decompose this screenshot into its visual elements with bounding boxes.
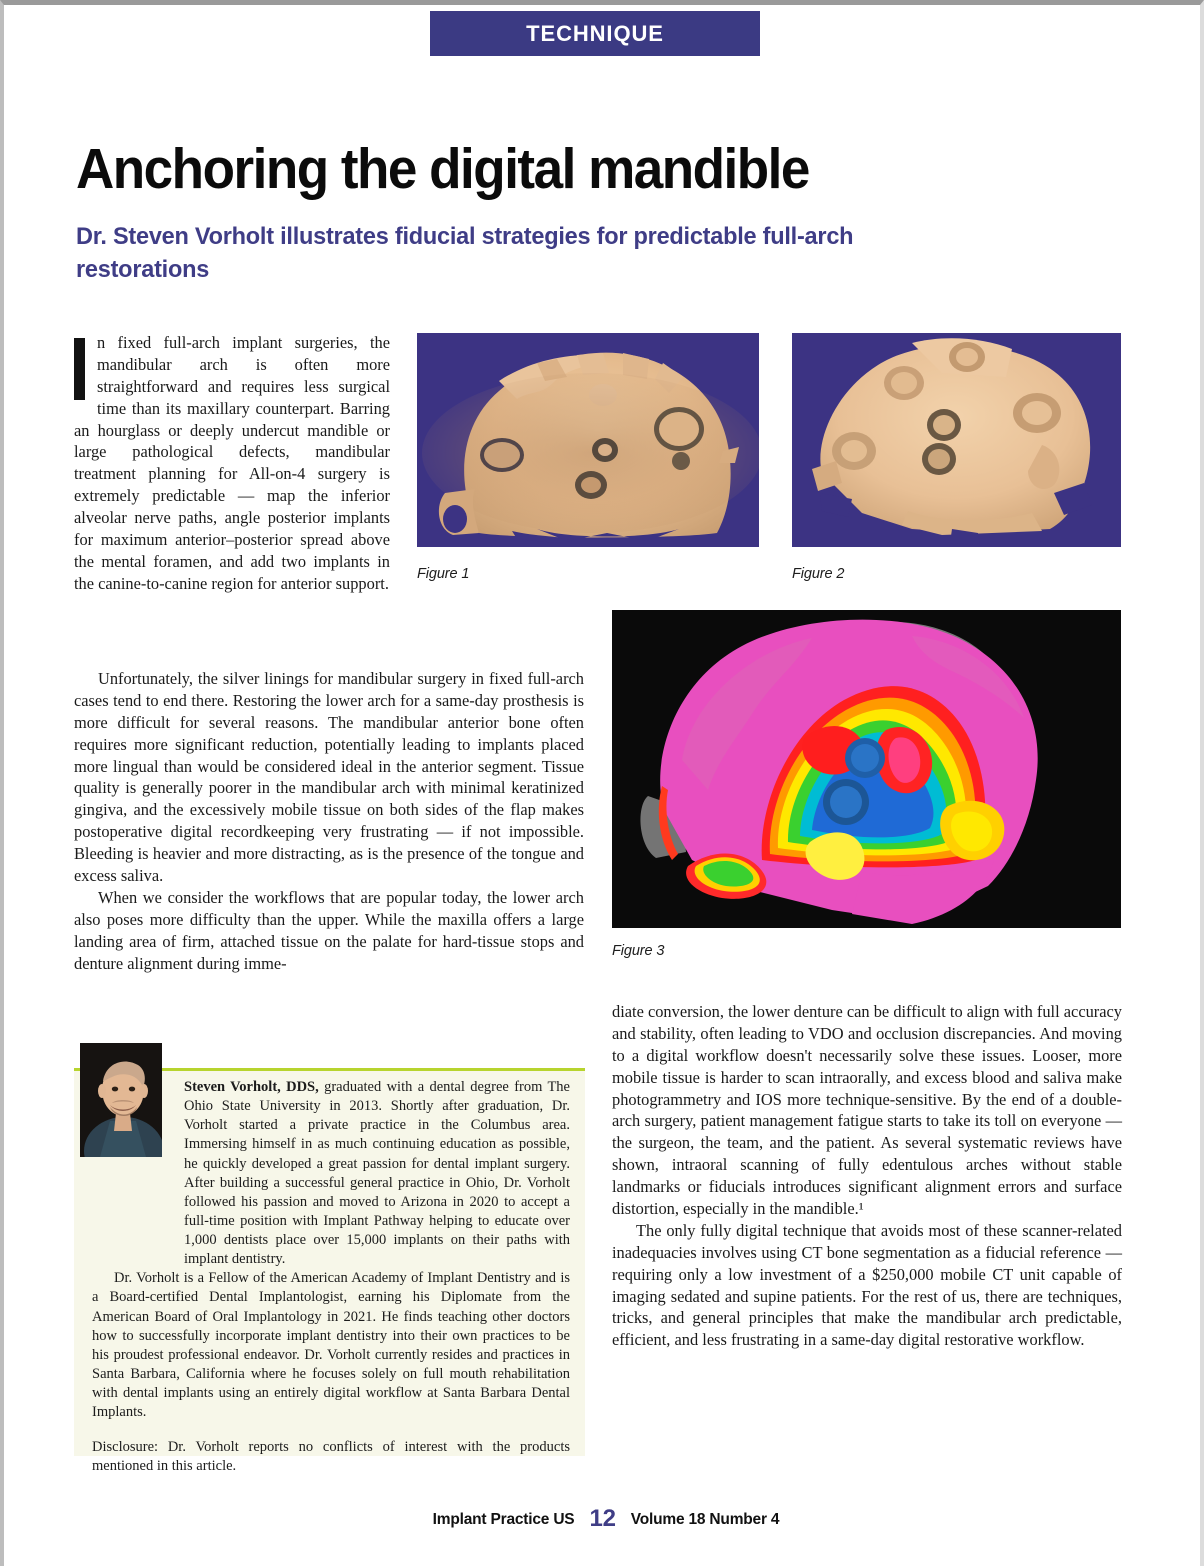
figure-2-image (792, 333, 1121, 547)
page-title: Anchoring the digital mandible (76, 137, 809, 202)
paragraph-three: When we consider the workflows that are popular today, the lower arch also poses more difficulty than the upper. While the maxilla offers a large landing area of firm, attached tissue on the palate for hard-tissue stops and denture alignment during imme- (74, 887, 584, 973)
figure-3-image (612, 610, 1121, 928)
drop-cap-rule (74, 338, 85, 400)
paragraph-one: n fixed full-arch implant surgeries, the mandibular arch is often more straightforward and requires less surgical time than its maxillary counterpart. Barring an hourglass or deeply undercut mandible or large pathological defects, mandibular treatment planning for All-on-4 surgery is extremely predictable — map the inferior alveolar nerve paths, angle posterior implants for maximum anterior–posterior spread above the mental foramen, and add two implants in the canine-to-canine region for anterior support. (74, 333, 390, 593)
figure-1-image (417, 333, 759, 547)
footer-page-number: 12 (589, 1505, 616, 1532)
bio-paragraph-one (92, 1078, 570, 1269)
footer-publication: Implant Practice US (432, 1511, 575, 1528)
paragraph-four: diate conversion, the lower denture can be difficult to align with full accuracy and stability, often leading to VDO and occlusion discrepancies. And moving to a digital workflow doesn't necessarily solve these issues. Looser, more mobile tissue is harder to scan intraorally, and excess blood and saliva make photogrammetry and IOS more technique-sensitive. By the end of a double-arch surgery, patient management fatigue starts to take its toll on everyone — the surgeon, the team, and the patient. As several systematic reviews have shown, intraoral scanning of fully edentulous arches without stable landmarks or fiducials introduces significant alignment errors and surface distortion, especially in the mandible.¹ (612, 1002, 1122, 1219)
dental-scan-render-2 (792, 333, 1121, 547)
footer-volume: Volume 18 Number 4 (630, 1511, 780, 1528)
dental-scan-render-1 (417, 333, 759, 547)
section-kicker-banner (430, 11, 760, 56)
bio-paragraph-two: Dr. Vorholt is a Fellow of the American Academy of Implant Dentistry and is a Board-certified Dental Implantologist, earning his Diplomate from the American Board of Oral Implantology in 2021. He finds teaching other doctors how to successfully incorporate implant dentistry into their own practices to be his proudest professional endeavor. Dr. Vorholt currently resides and practices in Santa Barbara, California where he focuses solely on full mouth rehabilitation with dental implants using an entirely digital workflow at Santa Barbara Dental Implants. (92, 1270, 570, 1421)
page-footer (4, 1505, 1204, 1533)
page-subtitle: Dr. Steven Vorholt illustrates fiducial strategies for predictable full-arch restorations (76, 223, 854, 283)
kicker-label: TECHNIQUE (526, 20, 664, 46)
author-bio-text (92, 1078, 570, 1477)
figure-2-caption: Figure 2 (792, 566, 845, 582)
body-column-two (612, 1001, 1122, 1351)
bio-paragraph-one-rest: graduated with a dental degree from The Ohio State University in 2013. Shortly after graduation, Dr. Vorholt started a private practice in the Columbus area. Immersing himself in as much continuing education as possible, he quickly developed a great passion for dental implant surgery. After building a successful general practice in Ohio, Dr. Vorholt followed his passion and moved to Arizona in 2020 to accept a full-time position with Implant Pathway helping to educate over 1,000 dentists place over 15,000 implants on their paths with implant dentistry. (184, 1079, 570, 1268)
deviation-heatmap-render (612, 610, 1121, 928)
author-name: Steven Vorholt, DDS, (184, 1079, 319, 1095)
figure-1-caption: Figure 1 (417, 566, 470, 582)
paragraph-two: Unfortunately, the silver linings for mandibular surgery in fixed full-arch cases tend to end there. Restoring the lower arch for a same-day prosthesis is more difficult for several reasons. The mandibular anterior bone often requires more significant reduction, potentially leading to implants placed more lingual than would be considered ideal in the anterior segment. Tissue quality is generally poorer in the mandibular arch with minimal keratinized gingiva, and the excessively mobile tissue on both sides of the flap makes postoperative digital recordkeeping very frustrating — if not impossible. Bleeding is heavier and more distracting, as is the presence of the tongue and excess saliva. (74, 669, 584, 886)
bio-spacer (92, 1422, 570, 1438)
body-column-one-continued (74, 668, 584, 974)
body-column-one-top (74, 332, 390, 595)
paragraph-five: The only fully digital technique that avoids most of these scanner-related inadequacies involves using CT bone segmentation as a fiducial reference — requiring only a low investment of a $250,000 mobile CT unit capable of imaging sedated and supine patients. For the rest of us, there are techniques, tricks, and general principles that make the mandibular arch predictable, efficient, and less frustrating in a same-day digital restorative workflow. (612, 1220, 1122, 1350)
figure-3-caption: Figure 3 (612, 943, 665, 959)
bio-disclosure: Disclosure: Dr. Vorholt reports no conflicts of interest with the products mentioned in this article. (92, 1439, 570, 1475)
